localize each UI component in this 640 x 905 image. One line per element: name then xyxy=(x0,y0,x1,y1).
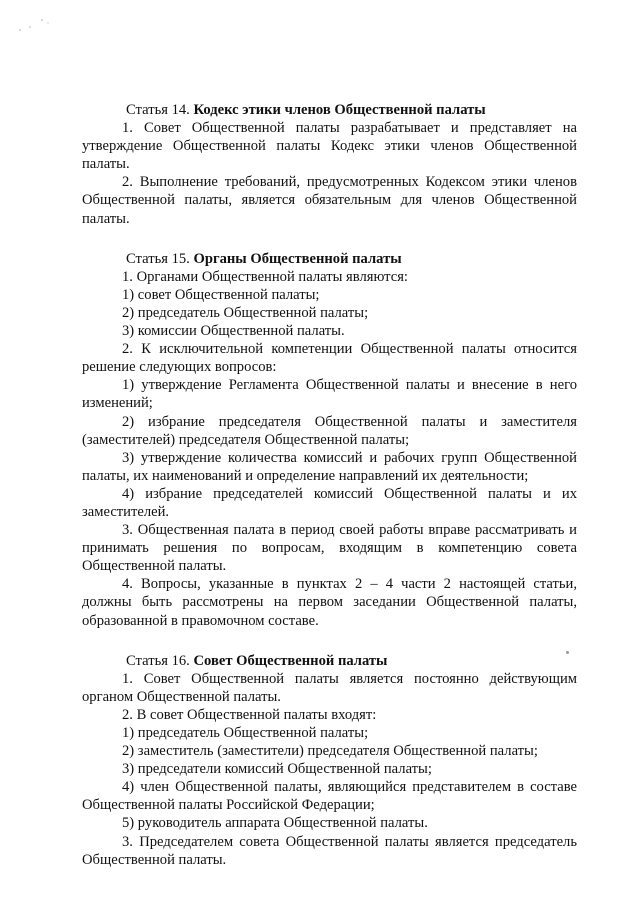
article-title: Органы Общественной палаты xyxy=(193,250,402,267)
document-body xyxy=(82,101,577,891)
article-heading xyxy=(82,101,577,119)
article-title: Совет Общественной палаты xyxy=(193,652,388,669)
scan-specks xyxy=(14,14,54,34)
list-item: 2) заместитель (заместители) председателя Общественной палаты; xyxy=(122,743,538,760)
paragraph: 1. Совет Общественной палаты является постоянно действующим органом Общественной палаты. xyxy=(82,670,577,705)
list-item: 1) совет Общественной палаты; xyxy=(122,286,320,303)
article-number: Статья 14. xyxy=(126,102,190,118)
list-item: 3) утверждение количества комиссий и рабочих групп Общественной палаты, их наименований и определение направлений их деятельности; xyxy=(82,449,577,484)
list-item: 1) председатель Общественной палаты; xyxy=(122,725,369,741)
article-14 xyxy=(82,101,577,228)
article-16 xyxy=(82,652,577,869)
paragraph: 1. Органами Общественной палаты являются: xyxy=(122,268,408,285)
paragraph: 2. К исключительной компетенции Общественной палаты относится решение следующих вопросов: xyxy=(82,341,577,376)
article-15 xyxy=(82,250,577,630)
list-item: 2) избрание председателя Общественной палаты и заместителя (заместителей) председателя Общественной палаты; xyxy=(82,413,577,448)
list-item: 2) председатель Общественной палаты; xyxy=(122,304,369,321)
paragraph: 3. Председателем совета Общественной палаты является председатель Общественной палаты. xyxy=(82,833,577,868)
list-item: 4) член Общественной палаты, являющийся представителем в составе Общественной палаты Российской Федерации; xyxy=(82,779,577,814)
article-heading xyxy=(82,652,577,670)
list-item: 4) избрание председателей комиссий Общественной палаты и их заместителей. xyxy=(82,485,577,520)
list-item: 3) комиссии Общественной палаты. xyxy=(122,323,345,340)
article-heading xyxy=(82,250,577,268)
paragraph: 2. В совет Общественной палаты входят: xyxy=(122,706,377,723)
paragraph: 1. Совет Общественной палаты разрабатывает и представляет на утверждение Общественной палаты Кодекс этики членов Общественной палаты. xyxy=(82,120,577,173)
paragraph: 4. Вопросы, указанные в пунктах 2 – 4 части 2 настоящей статьи, должны быть рассмотрены на первом заседании Общественной палаты, образованной в правомочном составе. xyxy=(82,576,577,629)
list-item: 1) утверждение Регламента Общественной палаты и внесение в него изменений; xyxy=(82,377,577,412)
paragraph: 2. Выполнение требований, предусмотренных Кодексом этики членов Общественной палаты, является обязательным для членов Общественной палаты. xyxy=(82,174,577,227)
article-number: Статья 15. xyxy=(126,250,190,267)
article-title: Кодекс этики членов Общественной палаты xyxy=(193,102,486,118)
list-item: 5) руководитель аппарата Общественной палаты. xyxy=(122,815,428,832)
paragraph: 3. Общественная палата в период своей работы вправе рассматривать и принимать решения по вопросам, входящим в компетенцию совета Общественной палаты. xyxy=(82,522,577,575)
article-number: Статья 16. xyxy=(126,652,190,669)
list-item: 3) председатели комиссий Общественной палаты; xyxy=(122,761,432,778)
